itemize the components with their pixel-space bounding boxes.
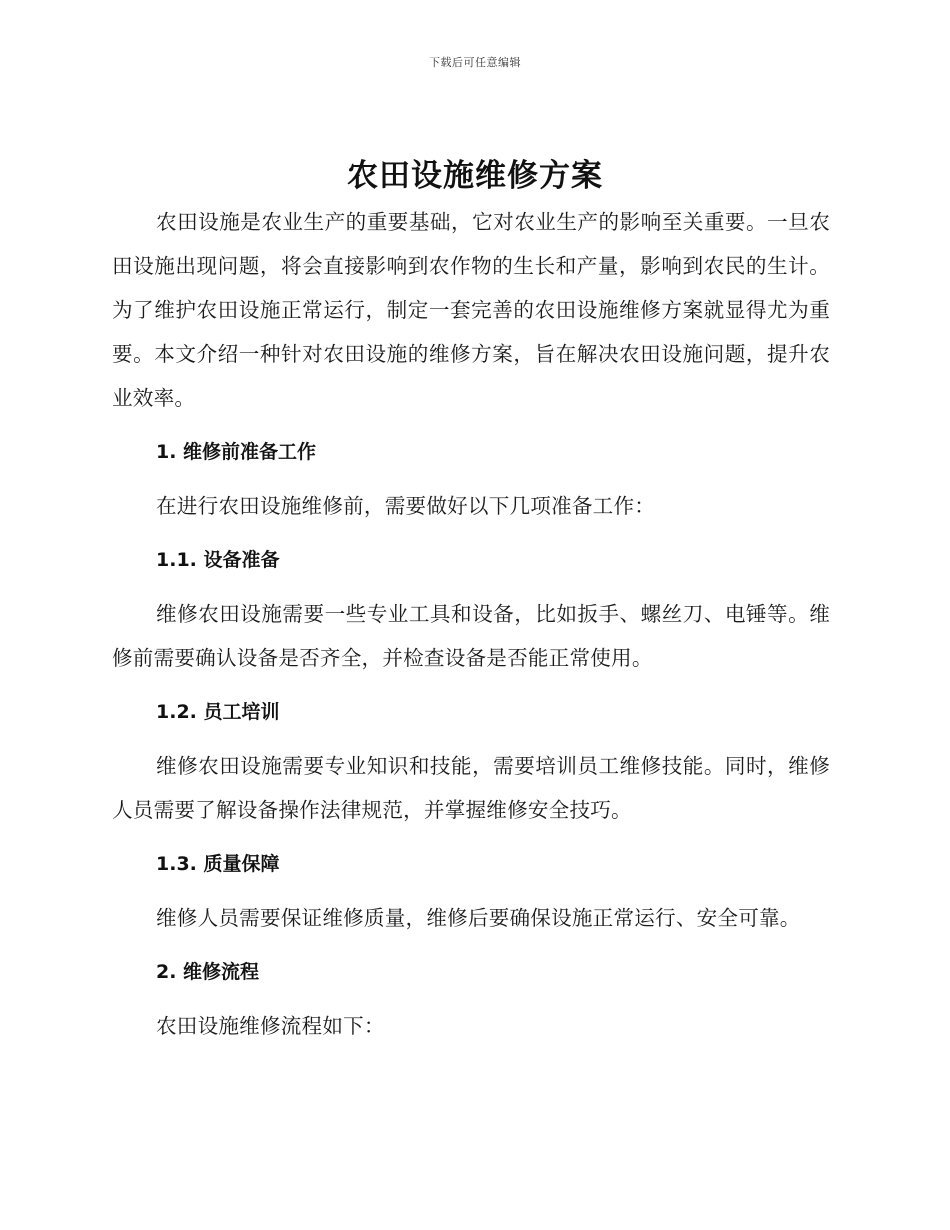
section-paragraph: 维修人员需要保证维修质量，维修后要确保设施正常运行、安全可靠。 [156, 906, 801, 930]
section-heading: 1.1. 设备准备 [156, 549, 280, 571]
intro-paragraph: 农田设施是农业生产的重要基础，它对农业生产的影响至关重要。一旦农田设施出现问题，将会直接影响到农作物的生长和产量，影响到农民的生计。为了维护农田设施正常运行，制定一套完善的农田设施维修方案就显得尤为重要。本文介绍一种针对农田设施的维修方案，旨在解决农田设施问题，提升农业效率。 [112, 210, 830, 410]
section-paragraph: 农田设施维修流程如下： [156, 1014, 385, 1038]
section-heading: 1.3. 质量保障 [156, 853, 280, 875]
header-note: 下载后可任意编辑 [429, 56, 521, 69]
section-paragraph: 维修农田设施需要专业知识和技能，需要培训员工维修技能。同时，维修人员需要了解设备操作法律规范，并掌握维修安全技巧。 [112, 754, 830, 822]
section-heading: 1.2. 员工培训 [156, 701, 280, 723]
document-title: 农田设施维修方案 [347, 158, 603, 194]
section-paragraph: 在进行农田设施维修前，需要做好以下几项准备工作： [156, 494, 656, 518]
section-heading: 2. 维修流程 [156, 961, 260, 983]
section-heading: 1. 维修前准备工作 [156, 441, 317, 463]
document-body [112, 200, 830, 1048]
section-paragraph: 维修农田设施需要一些专业工具和设备，比如扳手、螺丝刀、电锤等。维修前需要确认设备是否齐全，并检查设备是否能正常使用。 [112, 602, 830, 670]
